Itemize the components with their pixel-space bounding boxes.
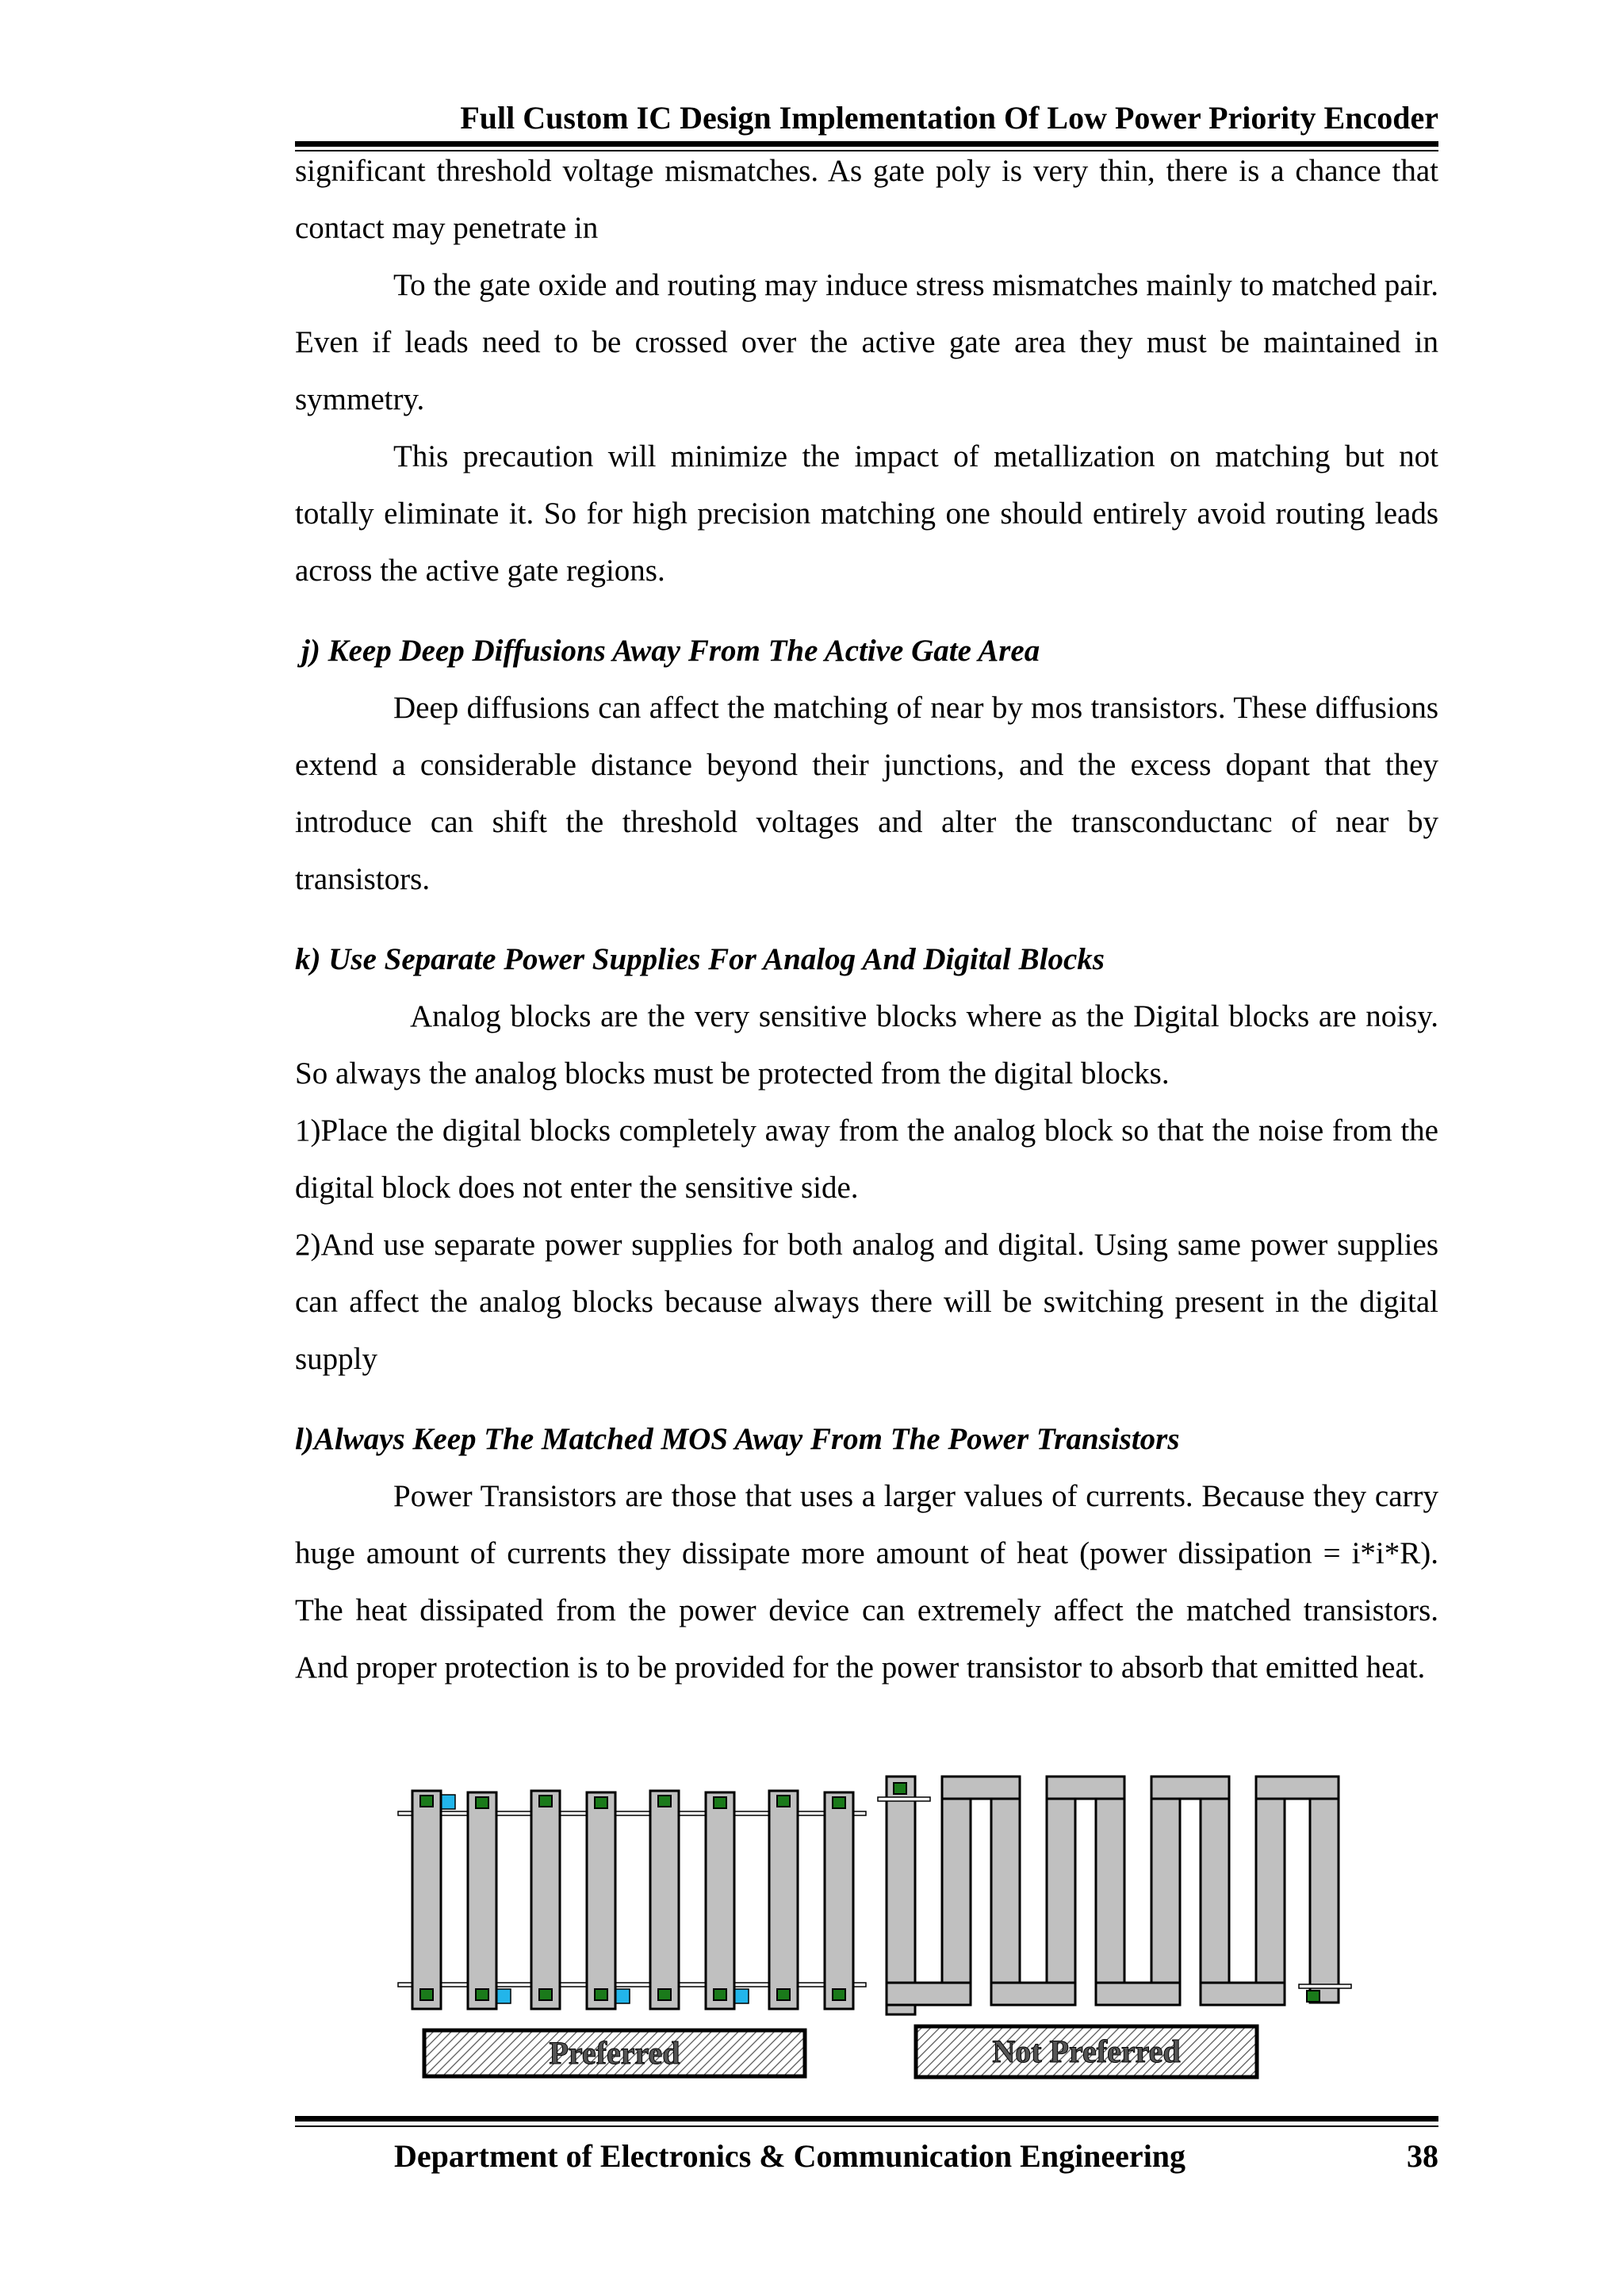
- paragraph-gate-oxide: To the gate oxide and routing may induce stress mismatches mainly to matched pair. Even if leads need to be crossed over the active gate area they must be maintained in symmetry.: [295, 268, 1438, 416]
- page-number: 38: [1407, 2138, 1438, 2174]
- paragraph-continued: significant threshold voltage mismatches. As gate poly is very thin, there is a chance that contact may penetrate in: [295, 154, 1438, 245]
- poly-finger: [825, 1792, 853, 2009]
- section-heading-j: j) Keep Deep Diffusions Away From The Active Gate Area: [301, 634, 1040, 668]
- contact-square: [777, 1796, 790, 1807]
- page-header-title: Full Custom IC Design Implementation Of Low Power Priority Encoder: [460, 100, 1438, 136]
- section-heading-l: l)Always Keep The Matched MOS Away From The Power Transistors: [295, 1422, 1180, 1456]
- serpentine-poly: [887, 1777, 1339, 2005]
- list-item-2: 2)And use separate power supplies for both analog and digital. Using same power supplies can affect the analog blocks because always there will be switching present in the digital supply: [295, 1228, 1438, 1376]
- contact-square: [894, 1783, 906, 1794]
- section-heading-k: k) Use Separate Power Supplies For Analog And Digital Blocks: [295, 942, 1105, 976]
- poly-connector-bottom: [991, 1983, 1075, 2005]
- poly-finger: [1151, 1788, 1180, 2003]
- poly-connector-bottom: [1096, 1983, 1180, 2005]
- contact-square: [833, 1989, 845, 2000]
- paragraph-power-transistors: Power Transistors are those that uses a larger values of currents. Because they carry huge amount of currents they dissipate more amount of heat (power dissipation = i*i*R). The heat dissipated from the power device can extremely affect the matched transistors. And proper protection is to be provided for the power transistor to absorb that emitted heat.: [295, 1479, 1438, 1685]
- list-item-1: 1)Place the digital blocks completely away from the analog block so that the noise from the digital block does not enter the sensitive side.: [295, 1114, 1438, 1205]
- poly-connector-top: [1151, 1777, 1229, 1799]
- paragraph-analog-blocks: Analog blocks are the very sensitive blocks where as the Digital blocks are noisy. So always the analog blocks must be protected from the digital blocks.: [295, 999, 1438, 1091]
- contact-square: [595, 1989, 607, 2000]
- contact-square: [833, 1797, 845, 1808]
- contact-square: [714, 1797, 726, 1808]
- page-footer: [295, 2135, 1438, 2178]
- contact-square: [420, 1796, 433, 1807]
- poly-connector-bottom: [887, 1983, 971, 2005]
- contact-square: [658, 1989, 671, 2000]
- poly-connector-bottom: [1201, 1983, 1285, 2005]
- poly-finger: [1201, 1788, 1229, 2003]
- poly-finger: [991, 1788, 1020, 2003]
- poly-finger: [769, 1791, 798, 2009]
- poly-finger: [650, 1791, 679, 2009]
- poly-connector-top: [942, 1777, 1020, 1799]
- poly-finger: [942, 1788, 971, 2003]
- body-text: [295, 143, 1438, 1696]
- preferred-label: Preferred: [549, 2035, 680, 2071]
- contact-square: [476, 1989, 488, 2000]
- poly-finger: [1310, 1788, 1339, 2003]
- footer-department: Department of Electronics & Communication Engineering: [394, 2138, 1186, 2174]
- poly-finger: [706, 1792, 734, 2009]
- poly-finger: [412, 1791, 441, 2009]
- poly-finger: [531, 1791, 560, 2009]
- poly-finger: [587, 1792, 615, 2009]
- gate-stub: [1299, 1984, 1351, 1988]
- layout-figure: [389, 1753, 1356, 2086]
- poly-finger: [468, 1792, 496, 2009]
- poly-finger: [1047, 1788, 1075, 2003]
- not-preferred-label: Not Preferred: [992, 2033, 1181, 2069]
- not-preferred-layout: [878, 1777, 1351, 2014]
- contact-square: [777, 1989, 790, 2000]
- contact-square: [476, 1797, 488, 1808]
- contact-square: [420, 1989, 433, 2000]
- paragraph-precaution: This precaution will minimize the impact of metallization on matching but not totally eliminate it. So for high precision matching one should entirely avoid routing leads across the active gate regions.: [295, 439, 1438, 588]
- poly-fingers: [412, 1791, 853, 2009]
- contact-square: [539, 1989, 552, 2000]
- contact-square: [658, 1796, 671, 1807]
- poly-finger: [887, 1777, 915, 2014]
- poly-finger: [1096, 1788, 1124, 2003]
- preferred-layout: [398, 1791, 866, 2009]
- contact-square: [595, 1797, 607, 1808]
- footer-rule-thick: [295, 2116, 1438, 2122]
- contact-square: [714, 1989, 726, 2000]
- poly-finger: [1256, 1788, 1285, 2003]
- contact-square: [1307, 1991, 1320, 2002]
- gate-stub: [878, 1797, 930, 1801]
- poly-connector-top: [1256, 1777, 1339, 1799]
- contact-square: [539, 1796, 552, 1807]
- poly-connector-top: [1047, 1777, 1124, 1799]
- footer-rule-thin: [295, 2125, 1438, 2127]
- paragraph-deep-diffusions: Deep diffusions can affect the matching of near by mos transistors. These diffusions extend a considerable distance beyond their junctions, and the excess dopant that they introduce can shift the threshold voltages and alter the transconductanc of near by transistors.: [295, 691, 1438, 896]
